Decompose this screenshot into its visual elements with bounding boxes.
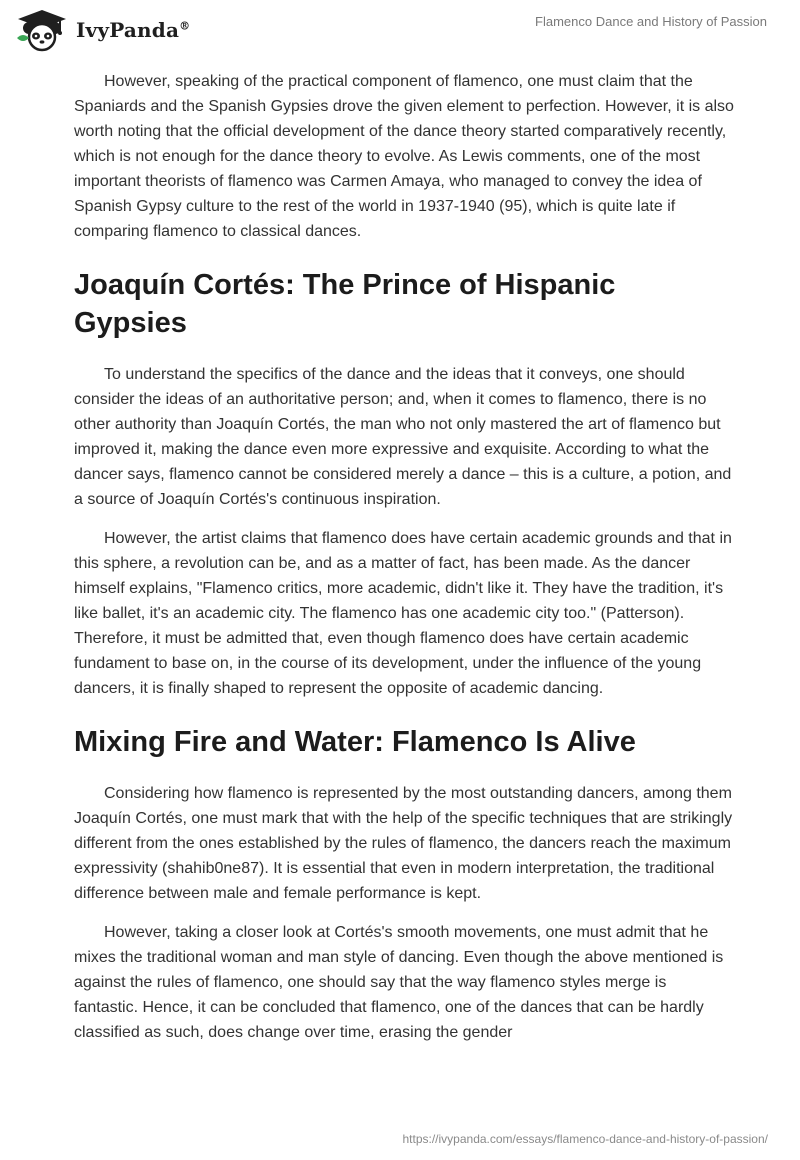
- paragraph: However, the artist claims that flamenco does have certain academic grounds and that in this sphere, a revolution can be, and as a matter of fact, has been made. As the dancer himself explains, "Flamenco critics, more academic, didn't like it. They have the tradition, it's like ballet, it's an academic city. The flamenco has one academic city too." (Patterson). Therefore, it must be admitted that, even though flamenco does have certain academic fundament to base on, in the course of its development, under the influence of the young dancers, it is finally shaped to represent the opposite of academic dancing.: [74, 530, 732, 697]
- brand-name: IvyPanda®: [76, 18, 191, 42]
- paragraph: However, speaking of the practical component of flamenco, one must claim that the Spaniards and the Spanish Gypsies drove the given element to perfection. However, it is also worth noting that the official development of the dance theory started comparatively recently, which is not enough for the dance theory to evolve. As Lewis comments, one of the most important theorists of flamenco was Carmen Amaya, who managed to convey the idea of Spanish Gypsy culture to the rest of the world in 1937-1940 (95), which is quite late if comparing flamenco to classical dances.: [74, 73, 734, 240]
- panda-graduate-icon: [14, 8, 70, 52]
- paragraph: However, taking a closer look at Cortés's smooth movements, one must admit that he mixes the traditional woman and man style of dancing. Even though the above mentioned is against the rules of flamenco, one should say that the way flamenco styles merge is fantastic. Hence, it can be concluded that flamenco, one of the dances that can be hardly classified as such, does change over time, erasing the gender: [74, 924, 724, 1041]
- paragraph: To understand the specifics of the dance and the ideas that it conveys, one should consider the ideas of an authoritative person; and, when it comes to flamenco, there is no other authority than Joaquín Cortés, the man who not only mastered the art of flamenco but improved it, making the dance even more expressive and exquisite. According to what the dancer says, flamenco cannot be considered merely a dance – this is a culture, a potion, and a source of Joaquín Cortés's continuous inspiration.: [74, 366, 732, 508]
- ivypanda-logo[interactable]: [14, 8, 190, 52]
- article-body: [74, 69, 734, 1059]
- page-header: [0, 0, 800, 60]
- source-url[interactable]: https://ivypanda.com/essays/flamenco-dance-and-history-of-passion/: [402, 1132, 768, 1146]
- section-heading-cortes: Joaquín Cortés: The Prince of Hispanic Gypsies: [74, 269, 616, 339]
- paragraph: Considering how flamenco is represented by the most outstanding dancers, among them Joaquín Cortés, one must mark that with the help of the specific techniques that are strikingly different from the ones established by the rules of flamenco, the dancers reach the maximum expressivity (shahib0ne87). It is essential that even in modern interpretation, the traditional difference between male and female performance is kept.: [74, 785, 733, 902]
- document-title: Flamenco Dance and History of Passion: [535, 14, 767, 29]
- section-heading-mixing: Mixing Fire and Water: Flamenco Is Alive: [74, 726, 636, 758]
